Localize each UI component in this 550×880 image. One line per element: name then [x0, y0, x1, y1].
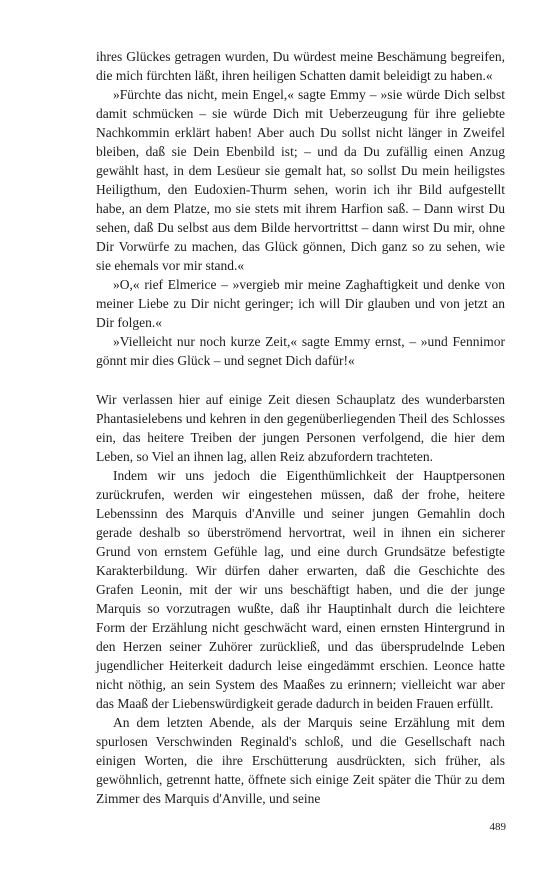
- paragraph-emmy-final: »Vielleicht nur noch kurze Zeit,« sagte Emmy ernst, – »und Fennimor gönnt mir dies Glück – und segnet Dich dafür!«: [96, 334, 505, 368]
- paragraph-elmerice: »O,« rief Elmerice – »vergieb mir meine Zaghaftigkeit und denke von meiner Liebe zu Dir nicht geringer; ich will Dir glauben und von jetzt an Dir folgen.«: [96, 277, 505, 330]
- paragraph-scene-change: Wir verlassen hier auf einige Zeit diesen Schauplatz des wunderbarsten Phantasielebens und kehren in den gegenüberliegenden Theil des Schlosses ein, das heitere Treiben der jungen Personen verfolgend, die hier dem Leben, so Viel an ihnen lag, allen Reiz abzufordern trachteten.: [96, 392, 505, 464]
- paragraph-continuation: ihres Glückes getragen wurden, Du würdest meine Beschämung begreifen, die mich fürchten läßt, ihren heiligen Schatten damit beleidigt zu haben.«: [96, 49, 505, 83]
- page-number: 489: [489, 821, 506, 833]
- page-body: [96, 47, 505, 808]
- paragraph-main-characters: Indem wir uns jedoch die Eigenthümlichkeit der Hauptpersonen zurückrufen, werden wir eingestehen müssen, daß der frohe, heitere Lebenssinn des Marquis d'Anville und seiner jungen Gemahlin doch gerade deshalb so überströmend hervortrat, weil in ihnen ein sicherer Grund von ernstem Gefühle lag, und eine durch Grundsätze befestigte Karakterbildung. Wir dürfen daher erwarten, daß die Geschichte des Grafen Leonin, mit der wir uns beschäftigt haben, und die der junge Marquis so vorzutragen wußte, daß ihr Hauptinhalt durch die leichtere Form der Erzählung nicht geschwächt ward, einen ernsten Hintergrund in den Herzen seiner Zuhörer zurückließ, und das übersprudelnde Leben jugendlicher Heiterkeit dadurch leise eingedämmt erschien. Leonce hatte nicht nöthig, an sein System des Maaßes zu erinnern; vielleicht war aber das Maaß der Liebenswürdigkeit gerade dadurch in beiden Frauen erfüllt.: [96, 468, 505, 711]
- section-break: [96, 370, 505, 390]
- paragraph-emmy-reply: »Fürchte das nicht, mein Engel,« sagte Emmy – »sie würde Dich selbst damit schmücken – sie würde Dich mit Ueberzeugung für ihre geliebte Nachkommin erklärt haben! Aber auch Du sollst nicht länger in Zweifel bleiben, daß sie Dein Ebenbild ist; – und da Du zufällig einen Anzug gewählt hast, in dem Lesüeur sie gemalt hat, so sollst Du mein heiligstes Heiligthum, den Eudoxien-Thurm sehen, worin ich ihr Bild aufgestellt habe, an dem Platze, mo sie stets mit ihrem Harfion saß. – Dann wirst Du sehen, daß Du selbst aus dem Bilde hervortrittst – dann wirst Du mir, ohne Dir Vorwürfe zu machen, das Glück gönnen, Dich ganz so zu sehen, wie sie ehemals vor mir stand.«: [96, 87, 505, 273]
- paragraph-last-evening: An dem letzten Abende, als der Marquis seine Erzählung mit dem spurlosen Verschwinden Reginald's schloß, und die Gesellschaft nach einigen Worten, die ihre Erschütterung ausdrückten, sich früher, als gewöhnlich, getrennt hatte, öffnete sich einige Zeit später die Thür zu dem Zimmer des Marquis d'Anville, und seine: [96, 715, 505, 806]
